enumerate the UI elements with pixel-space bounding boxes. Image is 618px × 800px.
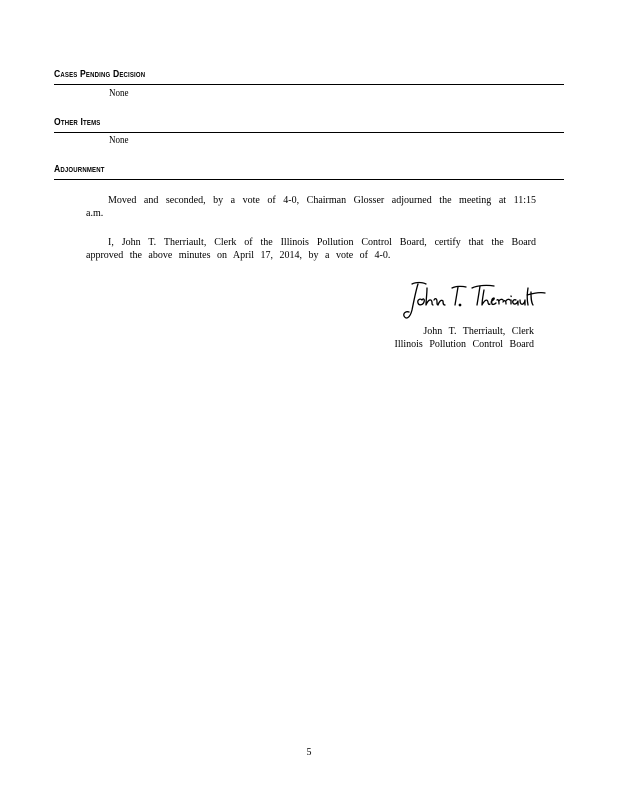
adjournment-paragraph-2: I, John T. Therriault, Clerk of the Illinois Pollution Control Board, certify that the Board approved the above minutes on April 17, 2014, by a vote of 4-0. (86, 237, 536, 261)
adjournment-paragraph-1: Moved and seconded, by a vote of 4-0, Chairman Glosser adjourned the meeting at 11:15 a.m. (86, 195, 536, 219)
handwritten-signature (400, 276, 548, 326)
clerk-organization-line: Illinois Pollution Control Board (394, 339, 534, 350)
section-heading-adjournment: Adjournment (54, 164, 105, 175)
other-items-content: None (109, 135, 129, 146)
cases-pending-content: None (109, 88, 129, 99)
section-rule (54, 84, 564, 85)
page-number: 5 (306, 747, 312, 758)
clerk-name-line: John T. Therriault, Clerk (423, 326, 534, 337)
section-rule (54, 179, 564, 180)
section-heading-cases-pending: Cases Pending Decision (54, 69, 146, 80)
section-rule (54, 132, 564, 133)
section-heading-other-items: Other Items (54, 117, 101, 128)
